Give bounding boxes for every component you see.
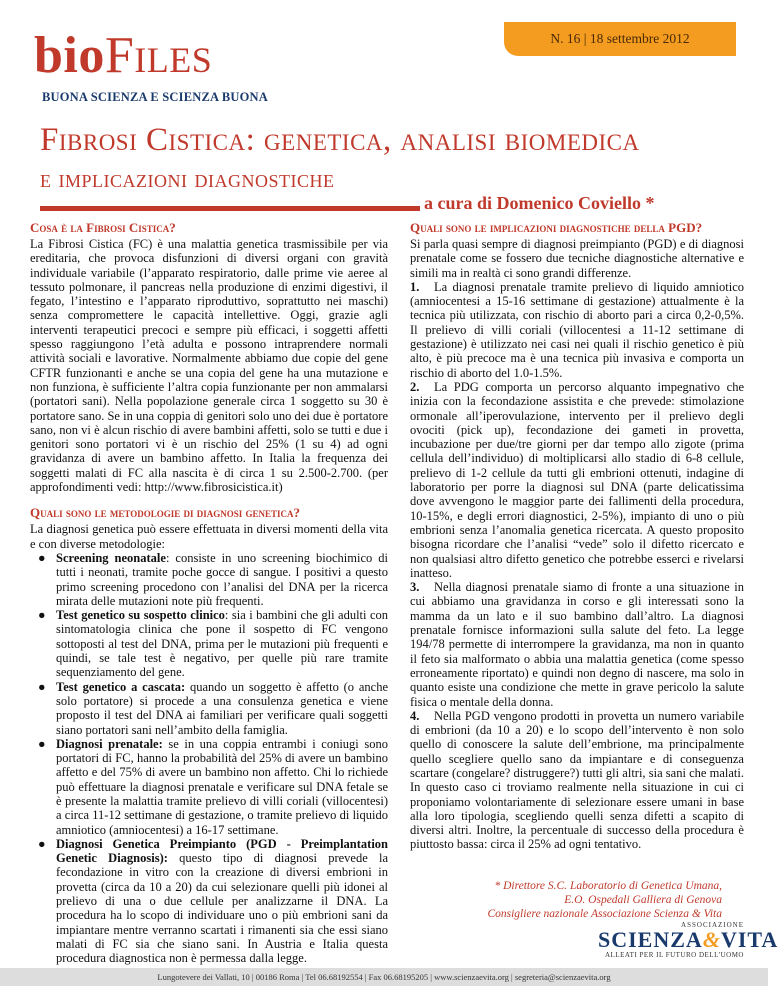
- numbered-item: 4. Nella PGD vengono prodotti in provetta un numero variabile di embrioni (da 10 a 20) e lo scopo dell’intervento è non solo quello di conoscere la salute dell’embrione, ma principalmente quello scegliere quello sano da impiantare e di conseguenza scartare (congelare? distruggere?) tutti gli altri, sia sani che malati. In questo caso ci troviamo realmente nella situazione in cui ci proponiamo volontariamente di selezionare essere umani in base alla loro tipologia, scegliendo quelli senza difetti a scapito di diversi altri. Inoltre, la percentuale di successo della procedura è piuttosto bassa: circa il 25% ad ogni tentativo.: [410, 708, 744, 852]
- footer-contacts: Lungotevere dei Vallati, 10 | 00186 Roma | Tel 06.68192554 | Fax 06.68195205 | www.scienzaevita.org | segreteria@scienzaevita.org: [0, 968, 768, 986]
- tagline: BUONA SCIENZA E SCIENZA BUONA: [42, 90, 268, 104]
- title-divider: [40, 206, 420, 211]
- author-byline: a cura di Domenico Coviello *: [424, 193, 655, 213]
- bullet-icon: ●: [38, 836, 46, 851]
- section-heading-implications: Quali sono le implicazioni diagnostiche della PGD?: [410, 220, 703, 235]
- article-title: Fibrosi Cistica: genetica, analisi biomedica: [40, 122, 640, 158]
- list-item: ● Diagnosi Genetica Preimpianto (PGD - Preimplantation Genetic Diagnosis): questo tipo di diagnosi prevede la fecondazione in vitro con la creazione di diversi embrioni in provetta (circa da 10 a 20) da cui selezionare quelli più idonei al prelievo di una o due cellule per analizzarne il DNA. La procedura ha lo scopo di individuare uno o più embrioni sani da impiantare mentre verranno scartati i rimanenti sia che essi siano malati di FC sia che siano sani. In Austria e Italia questa procedura diagnostica non è permessa dalla legge.: [38, 836, 389, 966]
- right-column: [410, 221, 744, 852]
- methods-list: [30, 551, 388, 966]
- list-item: ● Test genetico a cascata: quando un soggetto è affetto (o anche solo portatore) si procede a una consulenza genetica e viene proposto il test del DNA ai familiari per verificare quali soggetti siano portatori sani nell’ambito della famiglia.: [38, 679, 388, 737]
- list-item: ● Test genetico su sospetto clinico: sia i bambini che gli adulti con sintomatologia clinica che pone il sospetto di FC vengono sottoposti al test del DNA, prima per le mutazioni più frequenti e quindi, se tale test è negativo, per quelle più rare tramite sequenziamento del gene.: [38, 608, 388, 680]
- numbered-item: 2. La PDG comporta un percorso alquanto impegnativo che inizia con la fecondazione assistita e che prevede: stimolazione ormonale all’iperovulazione, intervento per il prelievo degli ovociti (pick up), fecondazione dei gameti in provetta, incubazione per due/tre giorni per dar tempo allo zigote (prima cellula dell’individuo) di moltiplicarsi allo stadio di 6-8 cellule, prelievo di 1-2 cellule da tutti gli embrioni ottenuti, indagine di laboratorio per porre la diagnosi sul DNA (parte delicatissima dove avvengono le maggior parte dei fallimenti della procedura, 10-15%, e degli errori diagnostici, 2-5%), impianto di uno o più embrioni senza l’anomalia genetica ricercata. A questo proposito bisogna ricordare che l’analisi “vede” solo il difetto ricercato e non qualsiasi altro difetto genetico che potrebbe esserci e rivelarsi inatteso.: [410, 379, 744, 580]
- intro-paragraph: La Fibrosi Cistica (FC) è una malattia genetica trasmissibile per via ereditaria, che provoca disfunzioni di diversi organi con gravità individuale variabile (l’apparato respiratorio, dalle prime vie aeree al tessuto polmonare, il pancreas nella produzione di enzimi digestivi, il fegato, l’intestino e l’apparato riproduttivo, soprattutto nei maschi) senza compromettere le capacità intellettive. Oggi, grazie agli interventi terapeutici precoci e sempre più efficaci, i soggetti affetti spesso raggiungono l’età adulta e possono intraprendere normali attività sociali e lavorative. Normalmente abbiamo due copie del gene CFTR funzionanti e anche se una copia del gene ha una mutazione e non funziona, è sufficiente l’altra copia funzionante per non ammalarsi (portatori sani). Nella popolazione generale circa 1 soggetto su 30 è portatore sano. Se in una coppia di genitori solo uno dei due è portatore sano, non vi è alcun rischio di avere bambini affetti, solo se tutti e due i genitori sono portatori vi è un rischio del 25% (1 su 4) ad ogni gravidanza di avere un bambino affetto. In Italia la frequenza dei soggetti malati di FC alla nascita è di circa 1 su 2.500-2.700. (per approfondimenti vedi: http://www.fibrosicistica.it): [30, 237, 388, 495]
- biofiles-logo: bioFiles: [34, 27, 213, 84]
- issue-badge: N. 16 | 18 settembre 2012: [504, 22, 736, 56]
- bullet-icon: ●: [38, 736, 46, 751]
- implications-intro: Si parla quasi sempre di diagnosi preimpianto (PGD) e di diagnosi prenatale come se fossero due tecniche diagnostiche alternative e simili ma in realtà ci sono grandi differenze.: [410, 237, 744, 280]
- author-note: * Direttore S.C. Laboratorio di Genetica Umana, E.O. Ospedali Galliera di Genova Consigliere nazionale Associazione Scienza & Vita: [487, 880, 722, 920]
- bullet-icon: ●: [38, 679, 46, 694]
- list-item: ● Screening neonatale: consiste in uno screening biochimico di tutti i neonati, tramite poche gocce di sangue. I positivi a questo primo screening procedono con l’analisi del DNA per la ricerca mirata delle mutazioni note più frequenti.: [38, 550, 388, 608]
- list-item: ● Diagnosi prenatale: se in una coppia entrambi i coniugi sono portatori di FC, hanno la probabilità del 25% di avere un bambino affetto e del 75% di avere un bambino non affetto. Chi lo richiede può effettuare la diagnosi prenatale e verificare sul DNA fetale se è presente la malattia tramite prelievo di villi coriali (villocentesi) a circa 11-12 settimane di gestazione, o tramite prelievo di liquido amniotico (amniocentesi) a 16-17 settimane.: [38, 736, 388, 837]
- section-heading-methods: Quali sono le metodologie di diagnosi genetica?: [30, 505, 300, 521]
- scienza-vita-logo: ASSOCIAZIONE SCIENZA&VITA ALLEATI PER IL FUTURO DELL'UOMO: [598, 921, 778, 959]
- section-heading-what: Cosa è la Fibrosi Cistica?: [30, 220, 176, 235]
- methods-intro: La diagnosi genetica può essere effettuata in diversi momenti della vita e con diverse metodologie:: [30, 522, 388, 551]
- numbered-item: 1. La diagnosi prenatale tramite prelievo di liquido amniotico (amniocentesi a 15-16 settimane di gestazione) attualmente è la tecnica più utilizzata, con rischio di aborto pari a circa 0,2-0,5%. Il prelievo di villi coriali (villocentesi a 11-12 settimane di gestazione) è utilizzato nei casi nei quali il rischio genetico è più alto, è più precoce ma è una tecnica più invasiva e comporta un rischio di aborto del 1.0-1.5%.: [410, 279, 744, 380]
- bullet-icon: ●: [38, 550, 46, 565]
- left-column: [30, 221, 388, 966]
- bullet-icon: ●: [38, 608, 46, 623]
- article-title-line2: e implicazioni diagnostiche: [40, 164, 335, 193]
- numbered-item: 3. Nella diagnosi prenatale siamo di fronte a una situazione in cui abbiamo una gravidanza in corso e gli interessati sono la mamma da un lato e il suo bambino dall’altro. La diagnosi prenatale fornisce informazioni sulla salute del feto. La legge 194/78 permette di interrompere la gravidanza, ma non in quanto il feto sia malformato o abbia una malattia genetica (come spesso erroneamente riportato) e quindi non degno di nascere, ma solo in quanto esiste una condizione che mette in grave pericolo la salute fisica o mentale della donna.: [410, 580, 744, 709]
